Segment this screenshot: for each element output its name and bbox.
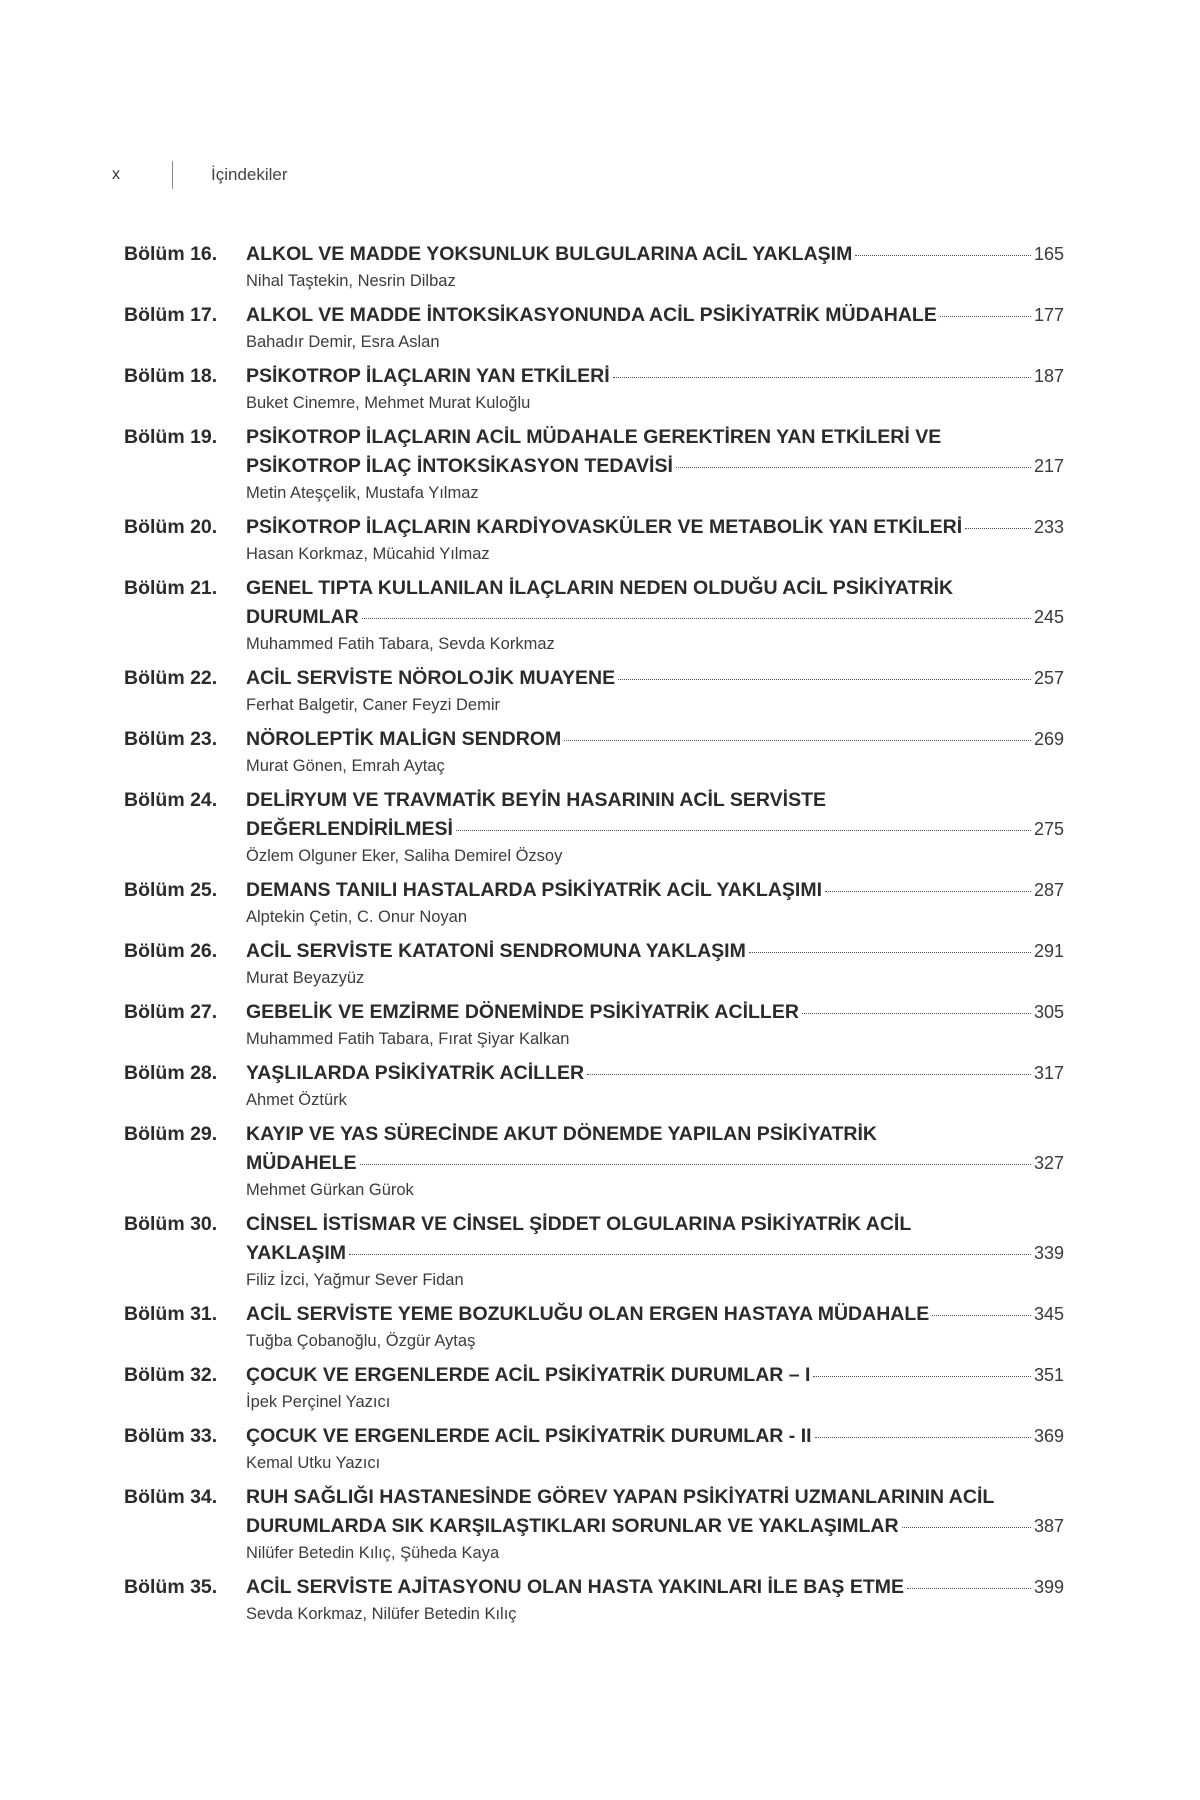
toc-entry[interactable] (124, 1483, 1064, 1565)
chapter-title-last-line (246, 937, 1064, 966)
chapter-authors: Alptekin Çetin, C. Onur Noyan (246, 908, 468, 926)
entry-body (246, 664, 1064, 717)
chapter-title-text: ALKOL VE MADDE İNTOKSİKASYONUNDA ACİL PSİKİYATRİK MÜDAHALE (246, 304, 937, 326)
chapter-title-text: ACİL SERVİSTE NÖROLOJİK MUAYENE (246, 667, 616, 689)
dot-leader (613, 377, 1031, 378)
chapter-number: Bölüm 21. (124, 577, 218, 599)
chapter-title-last-line (246, 876, 1064, 905)
chapter-title-text: DURUMLAR (246, 606, 359, 628)
chapter-page-number: 339 (1033, 1243, 1064, 1263)
entry-body (246, 574, 1064, 656)
toc-entry[interactable] (124, 1059, 1064, 1112)
dot-leader (825, 891, 1031, 892)
entry-body (246, 240, 1064, 293)
chapter-title-line: PSİKOTROP İLAÇLARIN ACİL MÜDAHALE GEREKTİREN YAN ETKİLERİ VE (246, 426, 942, 448)
chapter-authors: Filiz İzci, Yağmur Sever Fidan (246, 1271, 464, 1289)
chapter-number: Bölüm 25. (124, 879, 218, 901)
chapter-title-text: ACİL SERVİSTE KATATONİ SENDROMUNA YAKLAŞIM (246, 940, 746, 962)
toc-entry[interactable] (124, 1422, 1064, 1475)
chapter-authors: Bahadır Demir, Esra Aslan (246, 333, 440, 351)
chapter-page-number: 187 (1033, 366, 1064, 386)
chapter-authors: Hasan Korkmaz, Mücahid Yılmaz (246, 545, 490, 563)
chapter-page-number: 305 (1033, 1002, 1064, 1022)
chapter-authors: Özlem Olguner Eker, Saliha Demirel Özsoy (246, 847, 563, 865)
chapter-title-last-line (246, 664, 1064, 693)
chapter-page-number: 387 (1033, 1516, 1064, 1536)
chapter-title-last-line (246, 725, 1064, 754)
chapter-authors: Nilüfer Betedin Kılıç, Şüheda Kaya (246, 1544, 500, 1562)
chapter-authors: Muhammed Fatih Tabara, Fırat Şiyar Kalkan (246, 1030, 570, 1048)
entry-body (246, 362, 1064, 415)
toc-entry[interactable] (124, 664, 1064, 717)
chapter-number: Bölüm 24. (124, 789, 218, 811)
dot-leader (815, 1437, 1031, 1438)
entry-body (246, 786, 1064, 868)
running-head (112, 160, 288, 190)
dot-leader (802, 1013, 1031, 1014)
chapter-title-text: PSİKOTROP İLAÇLARIN KARDİYOVASKÜLER VE METABOLİK YAN ETKİLERİ (246, 516, 963, 538)
chapter-title-last-line (246, 240, 1064, 269)
chapter-title-text: ACİL SERVİSTE YEME BOZUKLUĞU OLAN ERGEN HASTAYA MÜDAHALE (246, 1303, 930, 1325)
chapter-page-number: 177 (1033, 305, 1064, 325)
chapter-title-last-line (246, 1300, 1064, 1329)
chapter-number: Bölüm 22. (124, 667, 218, 689)
chapter-title-text: DEĞERLENDİRİLMESİ (246, 818, 453, 840)
chapter-title-last-line (246, 1149, 1064, 1178)
toc-entry[interactable] (124, 786, 1064, 868)
chapter-title-text: NÖROLEPTİK MALİGN SENDROM (246, 728, 562, 750)
dot-leader (618, 679, 1031, 680)
chapter-title-text: YAŞLILARDA PSİKİYATRİK ACİLLER (246, 1062, 585, 1084)
toc-entry[interactable] (124, 876, 1064, 929)
entry-body (246, 513, 1064, 566)
toc-entry[interactable] (124, 1210, 1064, 1292)
chapter-page-number: 327 (1033, 1153, 1064, 1173)
chapter-number: Bölüm 35. (124, 1576, 218, 1598)
chapter-page-number: 217 (1033, 456, 1064, 476)
chapter-page-number: 345 (1033, 1304, 1064, 1324)
chapter-page-number: 269 (1033, 729, 1064, 749)
chapter-title-line: RUH SAĞLIĞI HASTANESİNDE GÖREV YAPAN PSİKİYATRİ UZMANLARININ ACİL (246, 1486, 995, 1508)
chapter-authors: Metin Ateşçelik, Mustafa Yılmaz (246, 484, 479, 502)
chapter-title-text: DEMANS TANILI HASTALARDA PSİKİYATRİK ACİL YAKLAŞIMI (246, 879, 823, 901)
toc-entry[interactable] (124, 423, 1064, 505)
chapter-title-last-line (246, 513, 1064, 542)
chapter-title-last-line (246, 1239, 1064, 1268)
chapter-title-last-line (246, 815, 1064, 844)
toc-entry[interactable] (124, 998, 1064, 1051)
entry-body (246, 1573, 1064, 1626)
chapter-title-last-line (246, 1361, 1064, 1390)
chapter-authors: Murat Beyazyüz (246, 969, 365, 987)
entry-body (246, 1300, 1064, 1353)
dot-leader (902, 1527, 1031, 1528)
dot-leader (855, 255, 1031, 256)
chapter-number: Bölüm 16. (124, 243, 218, 265)
toc-entry[interactable] (124, 513, 1064, 566)
dot-leader (932, 1315, 1031, 1316)
table-of-contents (124, 240, 1064, 1634)
toc-entry[interactable] (124, 1573, 1064, 1626)
chapter-title-line: DELİRYUM VE TRAVMATİK BEYİN HASARININ ACİL SERVİSTE (246, 789, 826, 811)
toc-entry[interactable] (124, 725, 1064, 778)
chapter-page-number: 369 (1033, 1426, 1064, 1446)
dot-leader (349, 1254, 1031, 1255)
chapter-title-last-line (246, 1512, 1064, 1541)
chapter-title-last-line (246, 603, 1064, 632)
header-divider (172, 161, 173, 189)
chapter-page-number: 275 (1033, 819, 1064, 839)
chapter-number: Bölüm 31. (124, 1303, 218, 1325)
chapter-authors: Mehmet Gürkan Gürok (246, 1181, 414, 1199)
entry-body (246, 937, 1064, 990)
chapter-authors: Muhammed Fatih Tabara, Sevda Korkmaz (246, 635, 555, 653)
chapter-title-text: GEBELİK VE EMZİRME DÖNEMİNDE PSİKİYATRİK ACİLLER (246, 1001, 799, 1023)
chapter-page-number: 317 (1033, 1063, 1064, 1083)
chapter-page-number: 257 (1033, 668, 1064, 688)
entry-body (246, 998, 1064, 1051)
chapter-number: Bölüm 17. (124, 304, 218, 326)
chapter-authors: Ahmet Öztürk (246, 1091, 347, 1109)
chapter-title-line: KAYIP VE YAS SÜRECİNDE AKUT DÖNEMDE YAPILAN PSİKİYATRİK (246, 1123, 878, 1145)
chapter-title-line: CİNSEL İSTİSMAR VE CİNSEL ŞİDDET OLGULARINA PSİKİYATRİK ACİL (246, 1213, 912, 1235)
chapter-authors: Nihal Taştekin, Nesrin Dilbaz (246, 272, 456, 290)
dot-leader (749, 952, 1031, 953)
dot-leader (676, 467, 1031, 468)
chapter-number: Bölüm 18. (124, 365, 218, 387)
chapter-page-number: 233 (1033, 517, 1064, 537)
dot-leader (564, 740, 1031, 741)
dot-leader (907, 1588, 1031, 1589)
section-title: İçindekiler (211, 165, 288, 184)
chapter-page-number: 351 (1033, 1365, 1064, 1385)
entry-body (246, 1120, 1064, 1202)
chapter-title-text: ÇOCUK VE ERGENLERDE ACİL PSİKİYATRİK DURUMLAR - II (246, 1425, 812, 1447)
chapter-title-line: GENEL TIPTA KULLANILAN İLAÇLARIN NEDEN OLDUĞU ACİL PSİKİYATRİK (246, 577, 954, 599)
chapter-authors: Sevda Korkmaz, Nilüfer Betedin Kılıç (246, 1605, 517, 1623)
chapter-title-text: YAKLAŞIM (246, 1242, 347, 1264)
chapter-number: Bölüm 33. (124, 1425, 218, 1447)
toc-entry[interactable] (124, 240, 1064, 293)
chapter-authors: Buket Cinemre, Mehmet Murat Kuloğlu (246, 394, 531, 412)
chapter-authors: İpek Perçinel Yazıcı (246, 1393, 391, 1411)
chapter-title-last-line (246, 301, 1064, 330)
dot-leader (940, 316, 1031, 317)
chapter-page-number: 165 (1033, 244, 1064, 264)
entry-body (246, 423, 1064, 505)
entry-body (246, 1483, 1064, 1565)
chapter-page-number: 245 (1033, 607, 1064, 627)
chapter-title-last-line (246, 362, 1064, 391)
chapter-title-text: PSİKOTROP İLAÇ İNTOKSİKASYON TEDAVİSİ (246, 455, 673, 477)
entry-body (246, 876, 1064, 929)
entry-body (246, 1361, 1064, 1414)
chapter-title-text: ÇOCUK VE ERGENLERDE ACİL PSİKİYATRİK DURUMLAR – I (246, 1364, 811, 1386)
chapter-title-last-line (246, 1059, 1064, 1088)
entry-body (246, 725, 1064, 778)
chapter-number: Bölüm 23. (124, 728, 218, 750)
chapter-authors: Murat Gönen, Emrah Aytaç (246, 757, 445, 775)
toc-entry[interactable] (124, 301, 1064, 354)
chapter-page-number: 291 (1033, 941, 1064, 961)
toc-entry[interactable] (124, 574, 1064, 656)
chapter-title-last-line (246, 1422, 1064, 1451)
dot-leader (362, 618, 1031, 619)
chapter-number: Bölüm 20. (124, 516, 218, 538)
chapter-title-last-line (246, 998, 1064, 1027)
chapter-number: Bölüm 26. (124, 940, 218, 962)
chapter-number: Bölüm 29. (124, 1123, 218, 1145)
chapter-authors: Kemal Utku Yazıcı (246, 1454, 381, 1472)
toc-entry[interactable] (124, 1120, 1064, 1202)
chapter-authors: Tuğba Çobanoğlu, Özgür Aytaş (246, 1332, 476, 1350)
dot-leader (587, 1074, 1031, 1075)
chapter-number: Bölüm 19. (124, 426, 218, 448)
toc-entry[interactable] (124, 362, 1064, 415)
chapter-number: Bölüm 30. (124, 1213, 218, 1235)
chapter-number: Bölüm 34. (124, 1486, 218, 1508)
chapter-title-text: ACİL SERVİSTE AJİTASYONU OLAN HASTA YAKINLARI İLE BAŞ ETME (246, 1576, 905, 1598)
toc-entry[interactable] (124, 1300, 1064, 1353)
chapter-title-last-line (246, 1573, 1064, 1602)
entry-body (246, 301, 1064, 354)
chapter-number: Bölüm 28. (124, 1062, 218, 1084)
chapter-authors: Ferhat Balgetir, Caner Feyzi Demir (246, 696, 501, 714)
dot-leader (456, 830, 1031, 831)
dot-leader (965, 528, 1031, 529)
chapter-title-text: ALKOL VE MADDE YOKSUNLUK BULGULARINA ACİL YAKLAŞIM (246, 243, 853, 265)
entry-body (246, 1422, 1064, 1475)
page-number: x (112, 166, 120, 183)
toc-entry[interactable] (124, 1361, 1064, 1414)
dot-leader (813, 1376, 1030, 1377)
chapter-page-number: 287 (1033, 880, 1064, 900)
chapter-page-number: 399 (1033, 1577, 1064, 1597)
entry-body (246, 1210, 1064, 1292)
chapter-title-text: DURUMLARDA SIK KARŞILAŞTIKLARI SORUNLAR VE YAKLAŞIMLAR (246, 1515, 899, 1537)
chapter-title-text: PSİKOTROP İLAÇLARIN YAN ETKİLERİ (246, 365, 610, 387)
chapter-number: Bölüm 27. (124, 1001, 218, 1023)
chapter-number: Bölüm 32. (124, 1364, 218, 1386)
dot-leader (360, 1164, 1031, 1165)
toc-entry[interactable] (124, 937, 1064, 990)
chapter-title-last-line (246, 452, 1064, 481)
entry-body (246, 1059, 1064, 1112)
chapter-title-text: MÜDAHELE (246, 1152, 357, 1174)
